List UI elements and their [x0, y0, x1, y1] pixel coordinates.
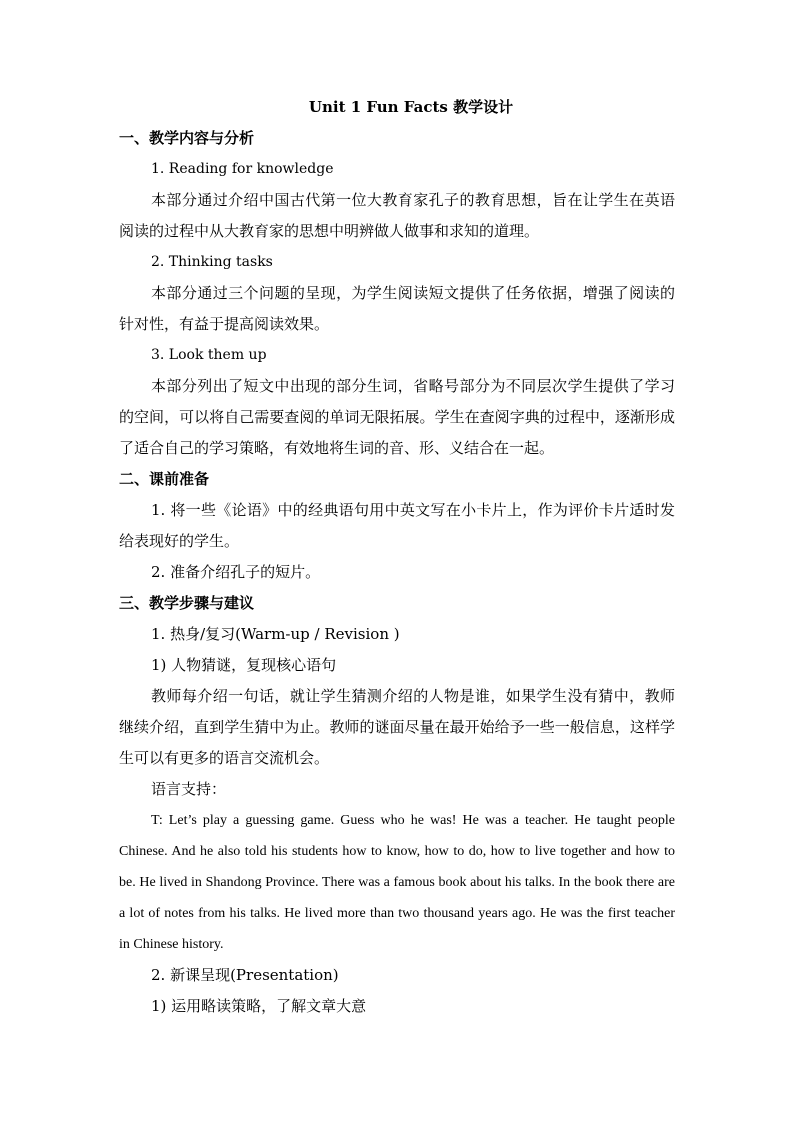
paragraph-look-them-up: 本部分列出了短文中出现的部分生词，省略号部分为不同层次学生提供了学习的空间，可以将自己需要查阅的单词无限拓展。学生在查阅字典的过程中，逐渐形成了适合自己的学习策略，有效地将生词的音、形、义结合在一起。 [119, 377, 675, 457]
step-riddle: 1) 人物猜谜，复现核心语句 [151, 656, 337, 674]
english-dialogue: T: Let’s play a guessing game. Guess who he was! He was a teacher. He taught people Chinese. And he also told his students how to know, how to do, how to live together and how to be. He lived in Shandong Province. There was a famous book about his talks. In the book there are a lot of notes from his talks. He lived more than two thousand years ago. He was the first teacher in Chinese history. [119, 813, 675, 952]
paragraph-riddle-description: 教师每介绍一句话，就让学生猜测介绍的人物是谁，如果学生没有猜中，教师继续介绍，直到学生猜中为止。教师的谜面尽量在最开始给予一些一般信息，这样学生可以有更多的语言交流机会。 [119, 687, 675, 767]
subheading-thinking-tasks: 2. Thinking tasks [151, 254, 273, 270]
section-heading-preparation: 二、课前准备 [119, 470, 210, 488]
subheading-look-them-up: 3. Look them up [151, 347, 267, 363]
section-heading-teaching-steps: 三、教学步骤与建议 [119, 594, 255, 612]
step-warm-up: 1. 热身/复习(Warm-up / Revision ) [151, 625, 400, 643]
step-presentation: 2. 新课呈现(Presentation) [151, 966, 339, 984]
document-title: Unit 1 Fun Facts 教学设计 [308, 98, 514, 116]
paragraph-prep-cards: 1. 将一些《论语》中的经典语句用中英文写在小卡片上，作为评价卡片适时发给表现好的学生。 [119, 501, 675, 550]
step-skimming: 1) 运用略读策略，了解文章大意 [151, 997, 367, 1015]
document-page [119, 92, 675, 1022]
section-heading-content-analysis: 一、教学内容与分析 [119, 129, 255, 147]
paragraph-reading: 本部分通过介绍中国古代第一位大教育家孔子的教育思想，旨在让学生在英语阅读的过程中从大教育家的思想中明辨做人做事和求知的道理。 [119, 191, 675, 240]
language-support-label: 语言支持： [151, 780, 227, 798]
subheading-reading: 1. Reading for knowledge [151, 161, 334, 177]
paragraph-prep-video: 2. 准备介绍孔子的短片。 [151, 563, 321, 581]
paragraph-thinking-tasks: 本部分通过三个问题的呈现，为学生阅读短文提供了任务依据，增强了阅读的针对性，有益于提高阅读效果。 [119, 284, 675, 333]
